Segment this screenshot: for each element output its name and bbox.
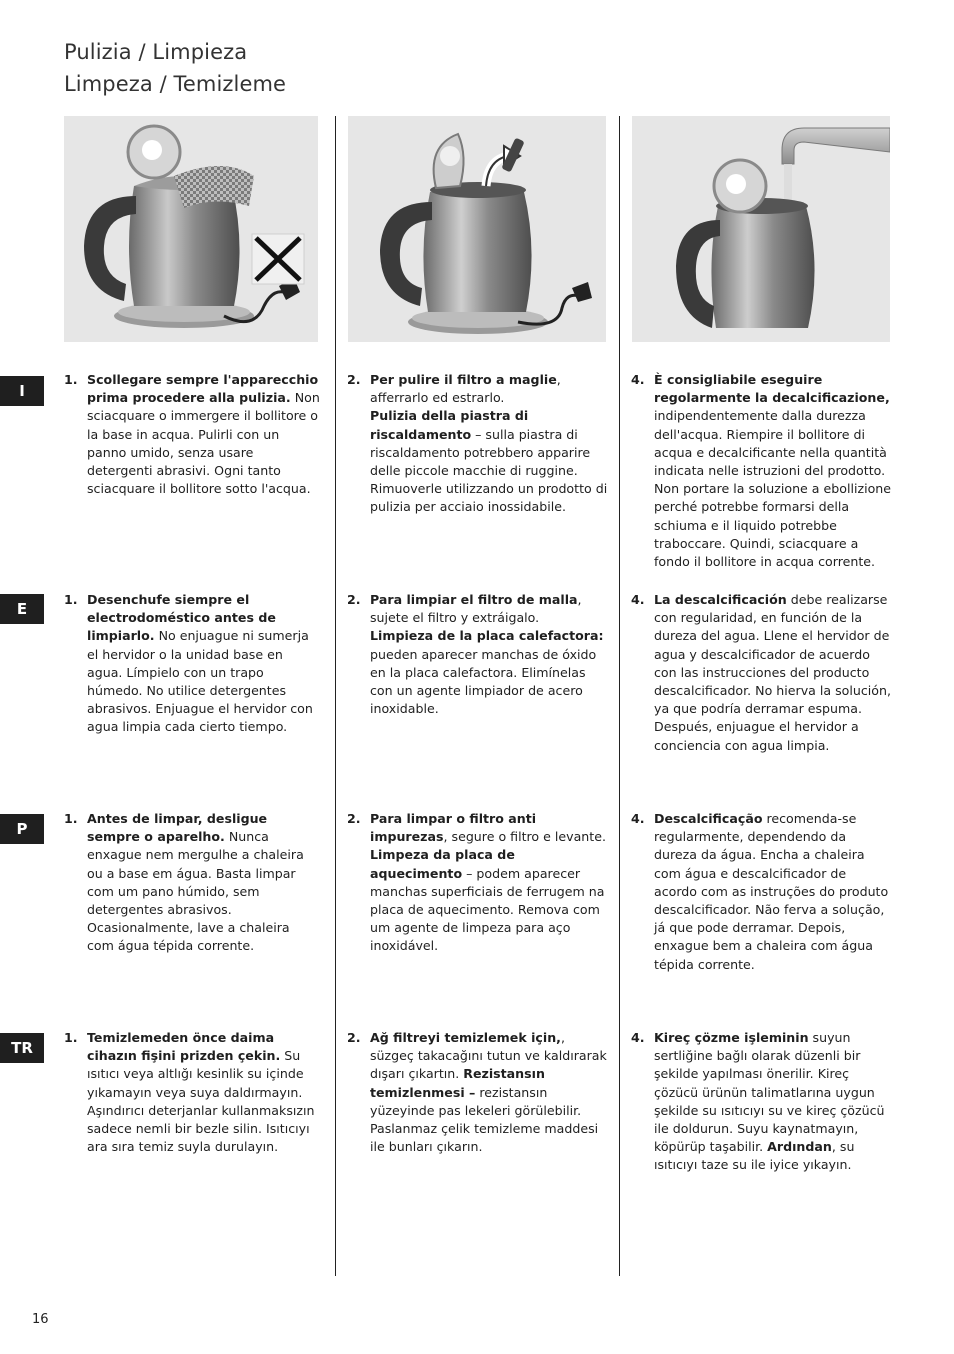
step-bold: Antes de limpar, desligue sempre o aparelho.: [87, 811, 268, 845]
step-text: [370, 810, 609, 956]
step-body: recomenda-se regularmente, dependendo da dureza da água. Encha a chaleira com água e descalcificador de acordo com as instruções do produto descalcificador. Não ferva a solução, já que pode derramar. Depois, enxague bem a chaleira com água tépida corrente.: [654, 811, 889, 972]
step-text: [654, 591, 893, 755]
language-tab-portuguese: P: [0, 814, 44, 844]
step-text: [654, 810, 893, 974]
step-bold: È consigliabile eseguire regolarmente la decalcificazione,: [654, 372, 890, 406]
step-number: 1.: [64, 1030, 78, 1045]
step-body: suyun sertliğine bağlı olarak düzenli bir şekilde yapılması önerilir. Kireç çözücü ürünün talimatlarına uygun şekilde su ısıtıcıyı su ve kireç çözücü ile doldurun. Suyu kaynatmayın, köpürüp taşabilir.: [654, 1030, 885, 1155]
step-number: 1.: [64, 372, 78, 387]
step-body: – podem aparecer manchas superficiais de ferrugem na placa de aquecimento. Remova com um agente de limpeza para aço inoxidável.: [370, 865, 605, 954]
step-bold: La descalcificación: [654, 592, 787, 607]
step-bold: Kireç çözme işleminin: [654, 1030, 809, 1045]
step-body: Su ısıtıcı veya altlığı kesinlik su içinde yıkamayın veya suya daldırmayın. Aşındırıcı deterjanlar kullanmaksızın sadece nemli bir bezle silin. Isıtıcıyı ara sıra temiz suyla durulayın.: [87, 1048, 315, 1155]
step-body: debe realizarse con regularidad, en función de la dureza del agua. Llene el hervidor de agua y descalcificador de acuerdo con las instrucciones del producto descalcificador. No hierva la solución, ya que podría derramar espuma. Después, enjuague el hervidor a conciencia con agua limpia.: [654, 592, 891, 753]
step-body: , segure o filtro e levante.: [443, 829, 606, 845]
step-number: 4.: [631, 592, 645, 607]
step-body: , süzgeç takacağını tutun ve kaldırarak dışarı çıkartın.: [370, 1030, 607, 1082]
step-number: 4.: [631, 1030, 645, 1045]
step-bold: Descalcificação: [654, 811, 763, 826]
language-tab-spanish: E: [0, 594, 44, 624]
step-bold: Ağ filtreyi temizlemek için,: [370, 1030, 561, 1045]
step-bold: Rezistansın temizlenmesi –: [370, 1066, 545, 1100]
step-body: – sulla piastra di riscaldamento potrebbero apparire delle piccole macchie di ruggine. Rimuoverle utilizzando un prodotto di pulizia per acciaio inossidabile.: [370, 426, 608, 515]
step-body: , sujete el filtro y extráigalo.: [370, 592, 582, 626]
language-tab-italian: I: [0, 376, 44, 406]
kettle-under-tap-illustration: [632, 116, 890, 342]
step-bold: Desenchufe siempre el electrodoméstico antes de limpiarlo.: [87, 592, 276, 644]
step-text: [87, 810, 320, 956]
step-body: pueden aparecer manchas de óxido en la placa calefactora. Elimínelas con un agente limpiador de acero inoxidable.: [370, 646, 597, 717]
step-number: 4.: [631, 811, 645, 826]
filter-removal-illustration: [348, 116, 606, 342]
step-text: [87, 371, 320, 498]
step-bold: Per pulire il filtro a maglie: [370, 372, 557, 387]
step-number: 2.: [347, 592, 361, 607]
page-title-line-2: Limpeza / Temizleme: [64, 72, 287, 96]
step-text: [87, 591, 320, 737]
step-number: 2.: [347, 372, 361, 387]
step-text: [654, 371, 893, 571]
step-body: , afferrarlo ed estrarlo.: [370, 372, 561, 406]
column-divider-2: [619, 116, 620, 1276]
step-number: 4.: [631, 372, 645, 387]
step-text: [370, 591, 609, 718]
step-body: indipendentemente dalla durezza dell'acqua. Riempire il bollitore di acqua e decalcificante nella quantità indicata nelle istruzioni del prodotto. Non portare la soluzione a ebollizione perché potrebbe formarsi della schiuma e il liquido potrebbe traboccare. Quindi, sciacquare a fondo il bollitore in acqua corrente.: [654, 408, 892, 570]
step-number: 2.: [347, 1030, 361, 1045]
step-body: Nunca enxague nem mergulhe a chaleira ou a base em água. Basta limpar com um pano húmido, sem detergentes abrasivos. Ocasionalmente, lave a chaleira com água tépida corrente.: [87, 829, 304, 954]
step-body: No enjuague ni sumerja el hervidor o la unidad base en agua. Límpielo con un trapo húmedo. No utilice detergentes abrasivos. Enjuague el hervidor con agua limpia cada cierto tiempo.: [87, 628, 313, 735]
language-tab-turkish: TR: [0, 1033, 44, 1063]
step-text: [370, 1029, 609, 1156]
page-number: 16: [32, 1312, 49, 1327]
step-text: [87, 1029, 320, 1156]
step-number: 1.: [64, 811, 78, 826]
kettle-filter-svg: [348, 116, 606, 342]
step-number: 2.: [347, 811, 361, 826]
step-body: Non sciacquare o immergere il bollitore o la base in acqua. Pulirli con un panno umido, senza usare detergenti abrasivi. Ogni tanto sciacquare il bollitore sotto l'acqua.: [87, 390, 320, 497]
step-number: 1.: [64, 592, 78, 607]
step-bold: Para limpiar el filtro de malla: [370, 592, 578, 607]
page-title-line-1: Pulizia / Limpieza: [64, 40, 248, 64]
step-bold: Temizlemeden önce daima cihazın fişini prizden çekin.: [87, 1030, 281, 1064]
step-body: , su ısıtıcıyı taze su ile iyice yıkayın.: [654, 1139, 855, 1173]
step-bold: Limpeza da placa de aquecimento: [370, 847, 515, 881]
step-text: [370, 371, 609, 517]
kettle-unplugged-illustration: [64, 116, 318, 342]
step-bold: Ardından: [767, 1139, 832, 1155]
step-bold: Limpieza de la placa calefactora:: [370, 628, 604, 644]
kettle-tap-svg: [632, 116, 890, 342]
step-bold: Pulizia della piastra di riscaldamento: [370, 408, 529, 442]
step-text: [654, 1029, 893, 1175]
kettle-cloth-svg: [64, 116, 318, 342]
step-bold: Scollegare sempre l'apparecchio prima procedere alla pulizia.: [87, 372, 319, 406]
step-body: rezistansın yüzeyinde pas lekeleri görülebilir. Paslanmaz çelik temizleme maddesi ile bunları çıkarın.: [370, 1084, 599, 1155]
step-bold: Para limpar o filtro anti impurezas: [370, 811, 537, 845]
column-divider-1: [335, 116, 336, 1276]
